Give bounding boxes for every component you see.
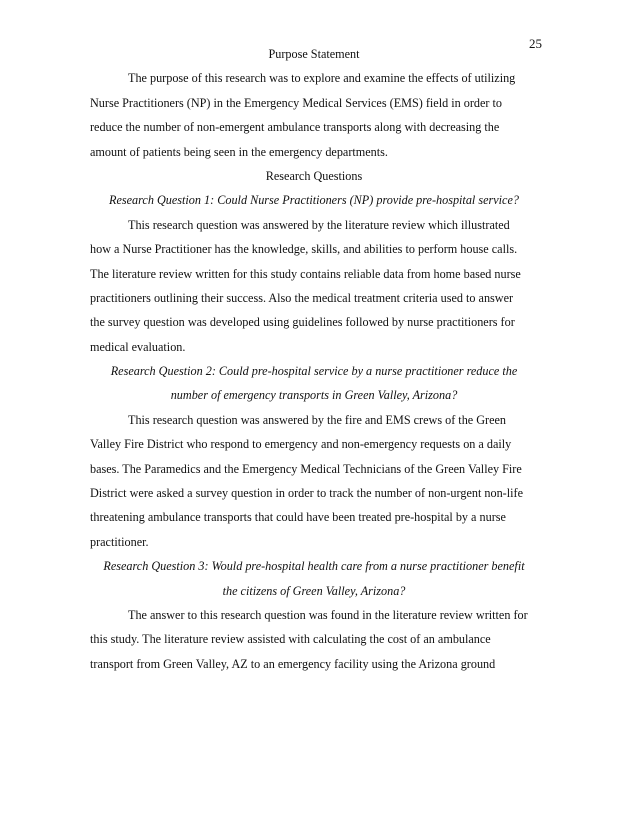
paragraph-line: threatening ambulance transports that could have been treated pre-hospital by a nurse <box>90 510 506 525</box>
paragraph-line: how a Nurse Practitioner has the knowledge, skills, and abilities to perform house calls. <box>90 242 518 257</box>
paragraph-line: This research question was answered by the literature review which illustrated <box>128 217 510 232</box>
research-question-2-title: Research Question 2: Could pre-hospital service by a nurse practitioner reduce the <box>110 364 518 379</box>
paragraph-line: bases. The Paramedics and the Emergency Medical Technicians of the Green Valley Fire <box>90 461 522 476</box>
document-body <box>90 42 538 676</box>
paragraph-line: reduce the number of non-emergent ambulance transports along with decreasing the <box>90 120 500 135</box>
section-heading-research-questions: Research Questions <box>265 168 363 183</box>
paragraph-line: District were asked a survey question in order to track the number of non-urgent non-life <box>90 486 523 501</box>
paragraph-line: medical evaluation. <box>90 339 186 354</box>
paragraph-line: This research question was answered by the fire and EMS crews of the Green <box>128 412 507 427</box>
paragraph-line: this study. The literature review assisted with calculating the cost of an ambulance <box>90 632 491 647</box>
paragraph-line: The answer to this research question was found in the literature review written for <box>128 607 528 622</box>
paragraph-line: Valley Fire District who respond to emergency and non-emergency requests on a daily <box>90 437 512 452</box>
paragraph-line: The purpose of this research was to explore and examine the effects of utilizing <box>128 71 516 86</box>
research-question-3-title: the citizens of Green Valley, Arizona? <box>222 583 406 598</box>
research-question-1-title: Research Question 1: Could Nurse Practitioners (NP) provide pre-hospital service? <box>109 193 519 208</box>
paragraph-line: practitioner. <box>90 534 149 549</box>
research-question-3-title: Research Question 3: Would pre-hospital health care from a nurse practitioner benefit <box>103 559 525 574</box>
paragraph-line: the survey question was developed using guidelines followed by nurse practitioners for <box>90 315 515 330</box>
paragraph-line: amount of patients being seen in the emergency departments. <box>90 144 388 159</box>
paragraph-line: Nurse Practitioners (NP) in the Emergency Medical Services (EMS) field in order to <box>90 95 503 110</box>
paragraph-line: practitioners outlining their success. Also the medical treatment criteria used to answer <box>90 290 514 305</box>
page-number: 25 <box>529 36 542 51</box>
research-question-2-title: number of emergency transports in Green Valley, Arizona? <box>170 388 458 403</box>
paragraph-line: The literature review written for this study contains reliable data from home based nurse <box>90 266 521 281</box>
section-heading-purpose: Purpose Statement <box>268 47 360 61</box>
paragraph-line: transport from Green Valley, AZ to an emergency facility using the Arizona ground <box>90 656 496 671</box>
